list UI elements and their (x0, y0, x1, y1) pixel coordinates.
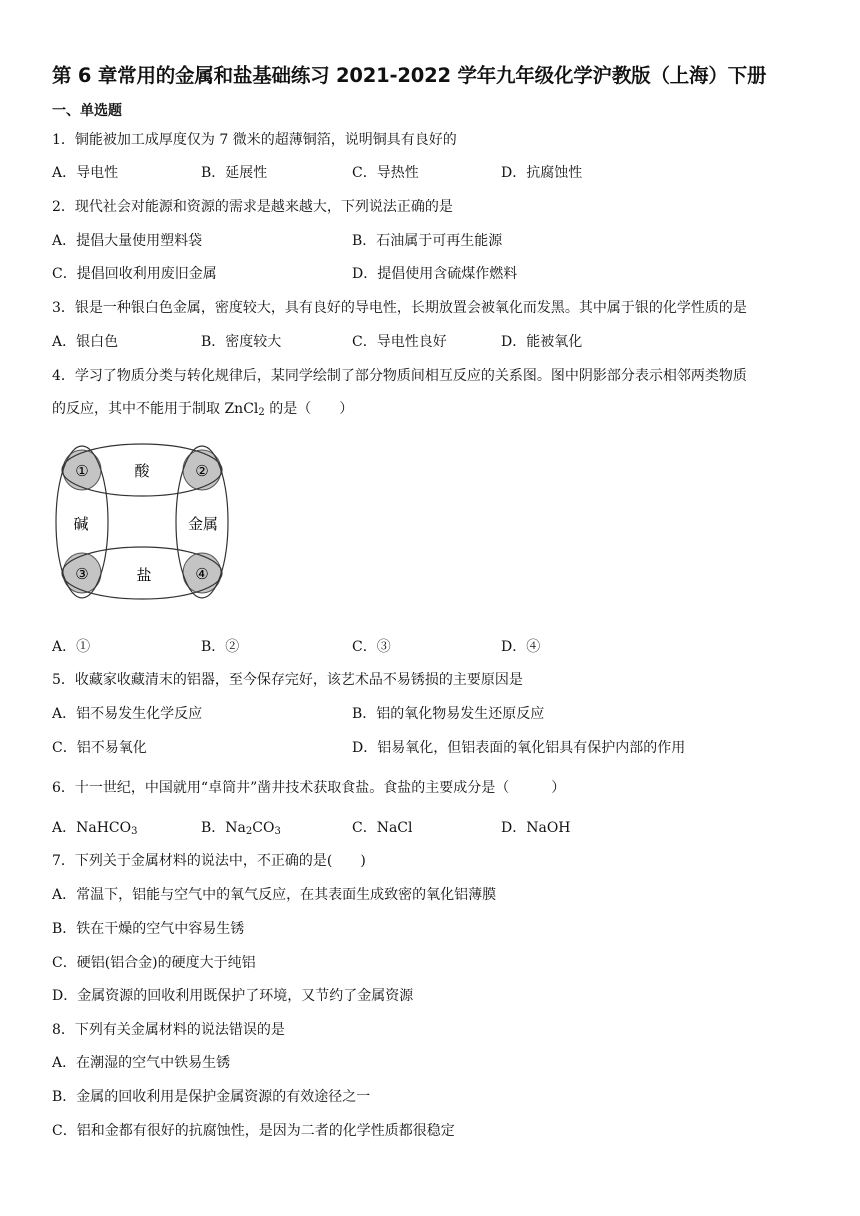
region-4-number: ④ (195, 565, 209, 583)
q1-option-d[interactable]: D．抗腐蚀性 (501, 165, 583, 181)
salt-label: 盐 (136, 566, 152, 584)
q2-option-b[interactable]: B．石油属于可再生能源 (352, 233, 503, 249)
page-title: 第 6 章常用的金属和盐基础练习 2021-2022 学年九年级化学沪教版（上海）下册 (52, 64, 767, 87)
q6-option-b[interactable]: B．$Na_2CO_3$ (201, 820, 281, 837)
acid-label: 酸 (134, 462, 150, 480)
q1-option-b[interactable]: B．延展性 (201, 165, 268, 181)
question-8-stem: 8．下列有关金属材料的说法错误的是 (52, 1022, 285, 1038)
question-6-stem: 6．十一世纪，中国就用“卓筒井”凿井技术获取食盐。食盐的主要成分是（ ） (52, 780, 566, 796)
question-5-stem: 5．收藏家收藏清末的铝器，至今保存完好，该艺术品不易锈损的主要原因是 (52, 672, 523, 688)
q3-option-b[interactable]: B．密度较大 (201, 334, 282, 350)
q4-option-a[interactable]: A．① (52, 639, 91, 655)
q8-option-b[interactable]: B．金属的回收利用是保护金属资源的有效途径之一 (52, 1089, 371, 1105)
q5-option-a[interactable]: A．铝不易发生化学反应 (52, 706, 203, 722)
q1-option-a[interactable]: A．导电性 (52, 165, 119, 181)
q6-option-c[interactable]: C．NaCl (352, 820, 413, 836)
question-4-stem-line2: 的反应，其中不能用于制取 ZnCl$_2$ 的是（ ） (52, 401, 354, 418)
q5-option-d[interactable]: D．铝易氧化，但铝表面的氧化铝具有保护内部的作用 (352, 740, 686, 756)
q2-option-a[interactable]: A．提倡大量使用塑料袋 (52, 233, 203, 249)
q4-option-d[interactable]: D．④ (501, 639, 541, 655)
region-1-number: ① (75, 462, 89, 480)
q3-option-c[interactable]: C．导电性良好 (352, 334, 447, 350)
metal-label: 金属 (187, 515, 219, 533)
q5-option-b[interactable]: B．铝的氧化物易发生还原反应 (352, 706, 545, 722)
base-label: 碱 (73, 515, 89, 533)
q5-option-c[interactable]: C．铝不易氧化 (52, 740, 147, 756)
reaction-relationship-diagram (52, 440, 232, 610)
question-3-stem: 3．银是一种银白色金属，密度较大，具有良好的导电性，长期放置会被氧化而发黑。其中属于银的化学性质的是 (52, 300, 747, 316)
q7-option-c[interactable]: C．硬铝(铝合金)的硬度大于纯铝 (52, 955, 256, 971)
region-3-number: ③ (75, 565, 89, 583)
question-4-stem-line1: 4．学习了物质分类与转化规律后，某同学绘制了部分物质间相互反应的关系图。图中阴影部分表示相邻两类物质 (52, 368, 747, 384)
q2-option-c[interactable]: C．提倡回收利用废旧金属 (52, 266, 217, 282)
question-7-stem: 7．下列关于金属材料的说法中，不正确的是( ) (52, 853, 366, 869)
q7-option-b[interactable]: B．铁在干燥的空气中容易生锈 (52, 921, 245, 937)
q6-option-d[interactable]: D．NaOH (501, 820, 571, 836)
q3-option-a[interactable]: A．银白色 (52, 334, 119, 350)
q2-option-d[interactable]: D．提倡使用含硫煤作燃料 (352, 266, 518, 282)
q6-option-a[interactable]: A．NaHCO$_3$ (52, 820, 138, 837)
question-1-stem: 1．铜能被加工成厚度仅为 7 微米的超薄铜箔，说明铜具有良好的 (52, 132, 457, 148)
q4-option-c[interactable]: C．③ (352, 639, 391, 655)
q8-option-a[interactable]: A．在潮湿的空气中铁易生锈 (52, 1055, 231, 1071)
question-2-stem: 2．现代社会对能源和资源的需求是越来越大，下列说法正确的是 (52, 199, 453, 215)
q3-option-d[interactable]: D．能被氧化 (501, 334, 583, 350)
q4-option-b[interactable]: B．② (201, 639, 240, 655)
q7-option-a[interactable]: A．常温下，铝能与空气中的氧气反应，在其表面生成致密的氧化铝薄膜 (52, 887, 497, 903)
q1-option-c[interactable]: C．导热性 (352, 165, 419, 181)
q7-option-d[interactable]: D．金属资源的回收利用既保护了环境，又节约了金属资源 (52, 988, 414, 1004)
section-heading: 一、单选题 (52, 103, 122, 119)
region-2-number: ② (195, 462, 209, 480)
q8-option-c[interactable]: C．铝和金都有很好的抗腐蚀性，是因为二者的化学性质都很稳定 (52, 1123, 455, 1139)
